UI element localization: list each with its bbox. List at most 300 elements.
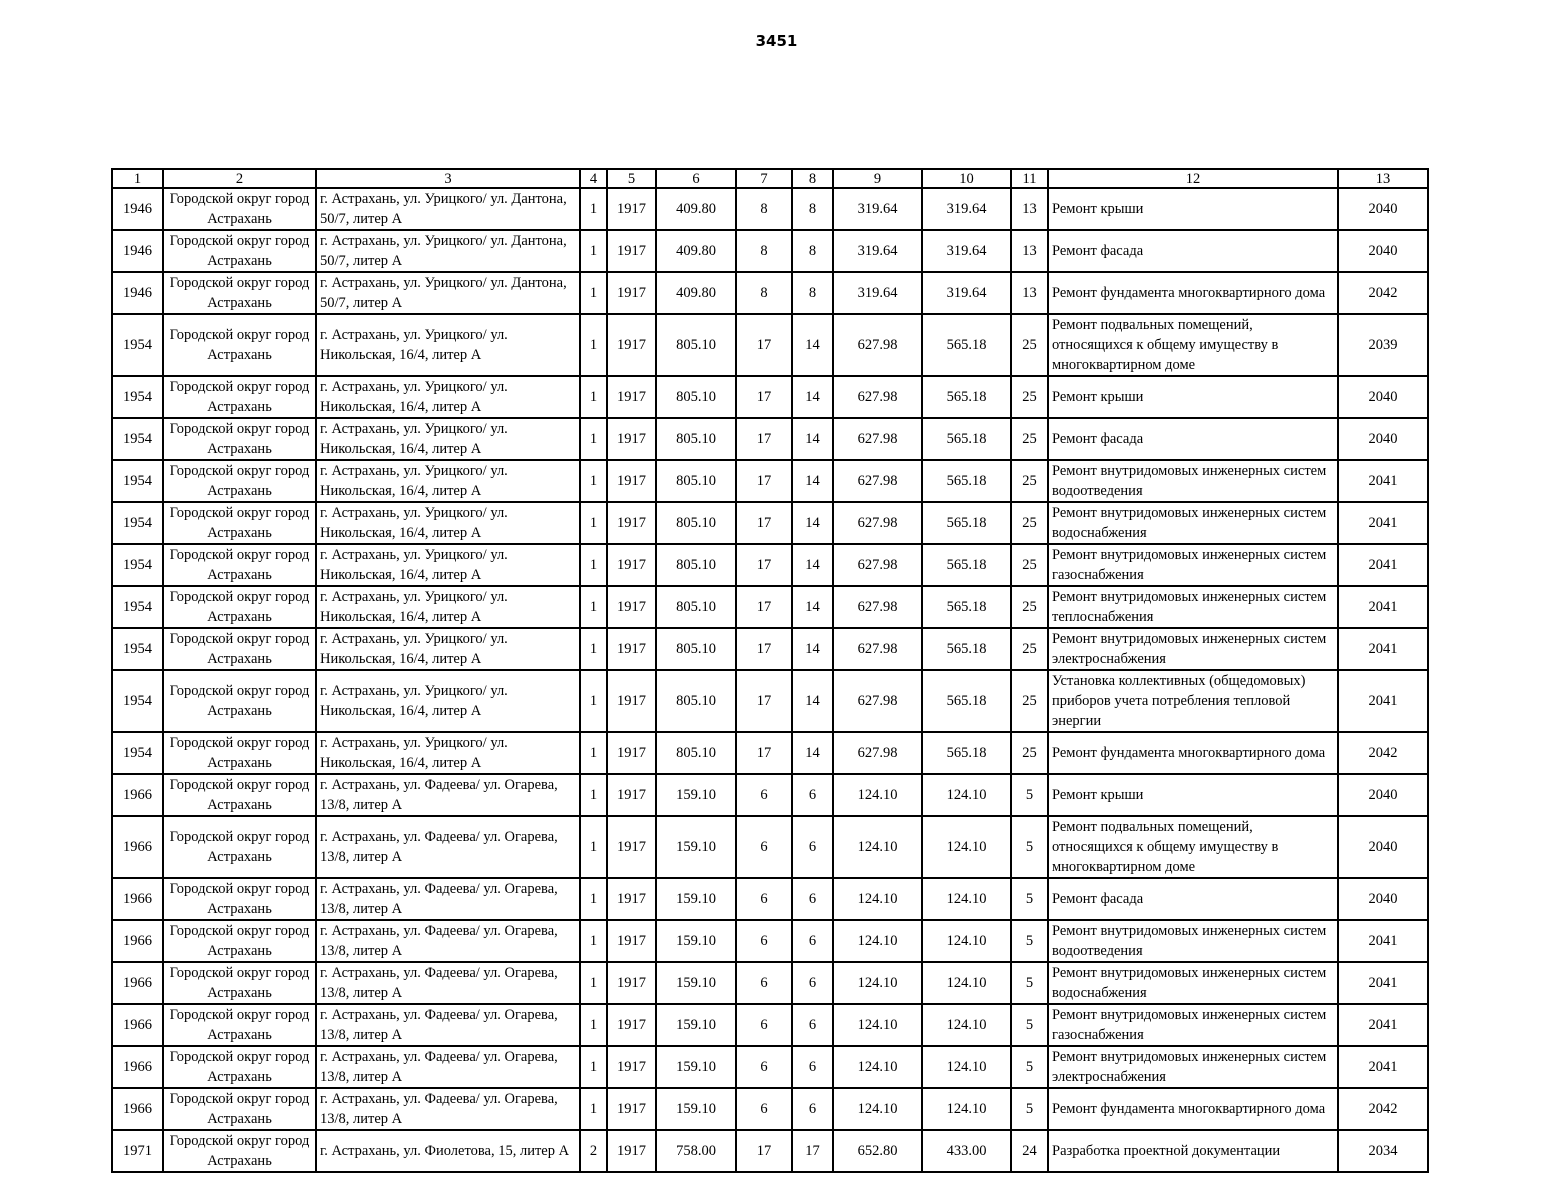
residential-units-cell: 6	[792, 1004, 833, 1046]
area-cell-10: 124.10	[922, 1088, 1011, 1130]
area-cell-10: 565.18	[922, 544, 1011, 586]
municipality-cell: Городской округ город Астрахань	[163, 732, 316, 774]
built-year-cell: 1917	[607, 878, 656, 920]
column-header-12: 12	[1048, 169, 1338, 188]
area-cell-10: 124.10	[922, 1004, 1011, 1046]
count-cell: 1	[580, 272, 607, 314]
count-cell: 1	[580, 920, 607, 962]
built-year-cell: 1917	[607, 230, 656, 272]
address-cell: г. Астрахань, ул. Фадеева/ ул. Огарева, 13/8, литер А	[316, 962, 580, 1004]
residents-cell: 13	[1011, 188, 1048, 230]
area-cell-10: 124.10	[922, 774, 1011, 816]
units-cell: 17	[736, 502, 792, 544]
area-cell-9: 627.98	[833, 586, 922, 628]
repair-schedule-table	[111, 168, 1429, 1173]
residential-units-cell: 14	[792, 544, 833, 586]
area-cell: 159.10	[656, 1004, 736, 1046]
count-cell: 1	[580, 878, 607, 920]
residential-units-cell: 6	[792, 1046, 833, 1088]
municipality-cell: Городской округ город Астрахань	[163, 544, 316, 586]
count-cell: 1	[580, 1088, 607, 1130]
residential-units-cell: 14	[792, 314, 833, 376]
units-cell: 6	[736, 1046, 792, 1088]
area-cell-9: 627.98	[833, 376, 922, 418]
built-year-cell: 1917	[607, 586, 656, 628]
address-cell: г. Астрахань, ул. Фадеева/ ул. Огарева, 13/8, литер А	[316, 920, 580, 962]
area-cell-9: 627.98	[833, 502, 922, 544]
built-year-cell: 1917	[607, 670, 656, 732]
table-row	[112, 586, 1428, 628]
municipality-cell: Городской округ город Астрахань	[163, 962, 316, 1004]
work-type-cell: Ремонт фасада	[1048, 230, 1338, 272]
count-cell: 1	[580, 732, 607, 774]
table-row	[112, 878, 1428, 920]
area-cell: 159.10	[656, 774, 736, 816]
units-cell: 17	[736, 376, 792, 418]
residential-units-cell: 14	[792, 502, 833, 544]
plan-year-cell: 2041	[1338, 460, 1428, 502]
residents-cell: 25	[1011, 732, 1048, 774]
work-type-cell: Ремонт фундамента многоквартирного дома	[1048, 732, 1338, 774]
column-header-5: 5	[607, 169, 656, 188]
residents-cell: 5	[1011, 920, 1048, 962]
area-cell: 409.80	[656, 188, 736, 230]
area-cell: 805.10	[656, 460, 736, 502]
plan-year-cell: 2040	[1338, 774, 1428, 816]
work-type-cell: Ремонт фасада	[1048, 878, 1338, 920]
area-cell-10: 565.18	[922, 586, 1011, 628]
residents-cell: 5	[1011, 1046, 1048, 1088]
area-cell-9: 124.10	[833, 920, 922, 962]
residential-units-cell: 8	[792, 272, 833, 314]
municipality-cell: Городской округ город Астрахань	[163, 502, 316, 544]
work-type-cell: Ремонт подвальных помещений, относящихся к общему имуществу в многоквартирном доме	[1048, 816, 1338, 878]
work-type-cell: Ремонт крыши	[1048, 376, 1338, 418]
area-cell-9: 319.64	[833, 272, 922, 314]
work-type-cell: Ремонт фасада	[1048, 418, 1338, 460]
year-cell: 1946	[112, 188, 163, 230]
column-header-3: 3	[316, 169, 580, 188]
municipality-cell: Городской округ город Астрахань	[163, 376, 316, 418]
residents-cell: 5	[1011, 816, 1048, 878]
municipality-cell: Городской округ город Астрахань	[163, 920, 316, 962]
area-cell-9: 124.10	[833, 1004, 922, 1046]
municipality-cell: Городской округ город Астрахань	[163, 1046, 316, 1088]
residents-cell: 25	[1011, 314, 1048, 376]
residential-units-cell: 14	[792, 628, 833, 670]
column-header-13: 13	[1338, 169, 1428, 188]
built-year-cell: 1917	[607, 774, 656, 816]
work-type-cell: Ремонт фундамента многоквартирного дома	[1048, 272, 1338, 314]
work-type-cell: Ремонт фундамента многоквартирного дома	[1048, 1088, 1338, 1130]
address-cell: г. Астрахань, ул. Фадеева/ ул. Огарева, 13/8, литер А	[316, 816, 580, 878]
work-type-cell: Ремонт внутридомовых инженерных систем теплоснабжения	[1048, 586, 1338, 628]
plan-year-cell: 2040	[1338, 816, 1428, 878]
area-cell: 805.10	[656, 418, 736, 460]
year-cell: 1954	[112, 376, 163, 418]
residents-cell: 5	[1011, 962, 1048, 1004]
area-cell-10: 565.18	[922, 418, 1011, 460]
area-cell-10: 565.18	[922, 314, 1011, 376]
residents-cell: 25	[1011, 670, 1048, 732]
residents-cell: 5	[1011, 878, 1048, 920]
address-cell: г. Астрахань, ул. Урицкого/ ул. Никольская, 16/4, литер А	[316, 670, 580, 732]
table-row	[112, 418, 1428, 460]
address-cell: г. Астрахань, ул. Урицкого/ ул. Никольская, 16/4, литер А	[316, 314, 580, 376]
plan-year-cell: 2040	[1338, 878, 1428, 920]
area-cell: 805.10	[656, 732, 736, 774]
units-cell: 6	[736, 774, 792, 816]
municipality-cell: Городской округ город Астрахань	[163, 460, 316, 502]
units-cell: 8	[736, 230, 792, 272]
address-cell: г. Астрахань, ул. Фадеева/ ул. Огарева, 13/8, литер А	[316, 774, 580, 816]
area-cell-10: 124.10	[922, 920, 1011, 962]
residents-cell: 13	[1011, 230, 1048, 272]
table-row	[112, 670, 1428, 732]
units-cell: 17	[736, 670, 792, 732]
year-cell: 1971	[112, 1130, 163, 1172]
count-cell: 1	[580, 774, 607, 816]
area-cell-9: 319.64	[833, 230, 922, 272]
column-header-1: 1	[112, 169, 163, 188]
column-header-7: 7	[736, 169, 792, 188]
count-cell: 1	[580, 586, 607, 628]
work-type-cell: Ремонт внутридомовых инженерных систем водоотведения	[1048, 920, 1338, 962]
count-cell: 1	[580, 1004, 607, 1046]
address-cell: г. Астрахань, ул. Урицкого/ ул. Никольская, 16/4, литер А	[316, 418, 580, 460]
year-cell: 1966	[112, 1046, 163, 1088]
address-cell: г. Астрахань, ул. Урицкого/ ул. Никольская, 16/4, литер А	[316, 460, 580, 502]
municipality-cell: Городской округ город Астрахань	[163, 586, 316, 628]
address-cell: г. Астрахань, ул. Фиолетова, 15, литер А	[316, 1130, 580, 1172]
units-cell: 8	[736, 188, 792, 230]
work-type-cell: Ремонт подвальных помещений, относящихся к общему имуществу в многоквартирном доме	[1048, 314, 1338, 376]
year-cell: 1966	[112, 1004, 163, 1046]
area-cell: 409.80	[656, 230, 736, 272]
year-cell: 1954	[112, 314, 163, 376]
address-cell: г. Астрахань, ул. Урицкого/ ул. Никольская, 16/4, литер А	[316, 544, 580, 586]
units-cell: 8	[736, 272, 792, 314]
residential-units-cell: 14	[792, 670, 833, 732]
built-year-cell: 1917	[607, 314, 656, 376]
count-cell: 1	[580, 314, 607, 376]
table-row	[112, 376, 1428, 418]
residents-cell: 25	[1011, 544, 1048, 586]
built-year-cell: 1917	[607, 1088, 656, 1130]
year-cell: 1954	[112, 544, 163, 586]
table-row	[112, 1088, 1428, 1130]
work-type-cell: Ремонт внутридомовых инженерных систем водоснабжения	[1048, 962, 1338, 1004]
units-cell: 6	[736, 962, 792, 1004]
area-cell-10: 124.10	[922, 816, 1011, 878]
residential-units-cell: 6	[792, 878, 833, 920]
count-cell: 1	[580, 962, 607, 1004]
plan-year-cell: 2041	[1338, 586, 1428, 628]
municipality-cell: Городской округ город Астрахань	[163, 670, 316, 732]
units-cell: 17	[736, 418, 792, 460]
area-cell: 805.10	[656, 376, 736, 418]
area-cell-9: 627.98	[833, 460, 922, 502]
work-type-cell: Ремонт внутридомовых инженерных систем газоснабжения	[1048, 1004, 1338, 1046]
built-year-cell: 1917	[607, 1004, 656, 1046]
area-cell-10: 565.18	[922, 670, 1011, 732]
year-cell: 1954	[112, 628, 163, 670]
count-cell: 1	[580, 230, 607, 272]
area-cell-9: 652.80	[833, 1130, 922, 1172]
units-cell: 17	[736, 314, 792, 376]
built-year-cell: 1917	[607, 188, 656, 230]
table-row	[112, 502, 1428, 544]
address-cell: г. Астрахань, ул. Урицкого/ ул. Дантона, 50/7, литер А	[316, 230, 580, 272]
year-cell: 1954	[112, 502, 163, 544]
plan-year-cell: 2042	[1338, 272, 1428, 314]
plan-year-cell: 2041	[1338, 1004, 1428, 1046]
municipality-cell: Городской округ город Астрахань	[163, 878, 316, 920]
count-cell: 1	[580, 502, 607, 544]
count-cell: 1	[580, 544, 607, 586]
area-cell: 159.10	[656, 816, 736, 878]
residential-units-cell: 14	[792, 418, 833, 460]
table-row	[112, 1130, 1428, 1172]
table-row	[112, 962, 1428, 1004]
year-cell: 1966	[112, 920, 163, 962]
count-cell: 1	[580, 418, 607, 460]
area-cell-9: 627.98	[833, 732, 922, 774]
year-cell: 1954	[112, 732, 163, 774]
count-cell: 1	[580, 816, 607, 878]
plan-year-cell: 2041	[1338, 962, 1428, 1004]
residents-cell: 24	[1011, 1130, 1048, 1172]
municipality-cell: Городской округ город Астрахань	[163, 628, 316, 670]
area-cell: 805.10	[656, 628, 736, 670]
units-cell: 17	[736, 1130, 792, 1172]
table-row	[112, 314, 1428, 376]
table-row	[112, 188, 1428, 230]
table-row	[112, 816, 1428, 878]
area-cell-9: 124.10	[833, 878, 922, 920]
built-year-cell: 1917	[607, 1046, 656, 1088]
address-cell: г. Астрахань, ул. Урицкого/ ул. Никольская, 16/4, литер А	[316, 628, 580, 670]
table-body	[112, 188, 1428, 1172]
municipality-cell: Городской округ город Астрахань	[163, 1130, 316, 1172]
residents-cell: 5	[1011, 1004, 1048, 1046]
plan-year-cell: 2041	[1338, 628, 1428, 670]
plan-year-cell: 2042	[1338, 1088, 1428, 1130]
year-cell: 1966	[112, 816, 163, 878]
year-cell: 1954	[112, 418, 163, 460]
area-cell-10: 319.64	[922, 230, 1011, 272]
year-cell: 1946	[112, 230, 163, 272]
residential-units-cell: 6	[792, 920, 833, 962]
municipality-cell: Городской округ город Астрахань	[163, 314, 316, 376]
area-cell: 758.00	[656, 1130, 736, 1172]
year-cell: 1966	[112, 962, 163, 1004]
municipality-cell: Городской округ город Астрахань	[163, 418, 316, 460]
residents-cell: 5	[1011, 774, 1048, 816]
residential-units-cell: 14	[792, 460, 833, 502]
area-cell: 159.10	[656, 1088, 736, 1130]
residential-units-cell: 6	[792, 962, 833, 1004]
plan-year-cell: 2040	[1338, 230, 1428, 272]
table-row	[112, 544, 1428, 586]
column-header-2: 2	[163, 169, 316, 188]
address-cell: г. Астрахань, ул. Урицкого/ ул. Никольская, 16/4, литер А	[316, 502, 580, 544]
area-cell: 805.10	[656, 502, 736, 544]
plan-year-cell: 2040	[1338, 188, 1428, 230]
area-cell-10: 565.18	[922, 732, 1011, 774]
column-number-row	[112, 169, 1428, 188]
units-cell: 17	[736, 732, 792, 774]
table-row	[112, 920, 1428, 962]
address-cell: г. Астрахань, ул. Урицкого/ ул. Никольская, 16/4, литер А	[316, 586, 580, 628]
year-cell: 1966	[112, 774, 163, 816]
built-year-cell: 1917	[607, 628, 656, 670]
residential-units-cell: 8	[792, 230, 833, 272]
built-year-cell: 1917	[607, 418, 656, 460]
area-cell: 159.10	[656, 878, 736, 920]
built-year-cell: 1917	[607, 376, 656, 418]
work-type-cell: Ремонт внутридомовых инженерных систем водоснабжения	[1048, 502, 1338, 544]
municipality-cell: Городской округ город Астрахань	[163, 272, 316, 314]
column-header-9: 9	[833, 169, 922, 188]
municipality-cell: Городской округ город Астрахань	[163, 230, 316, 272]
plan-year-cell: 2041	[1338, 544, 1428, 586]
area-cell: 805.10	[656, 670, 736, 732]
units-cell: 6	[736, 1004, 792, 1046]
residential-units-cell: 6	[792, 816, 833, 878]
units-cell: 6	[736, 1088, 792, 1130]
plan-year-cell: 2041	[1338, 502, 1428, 544]
residents-cell: 25	[1011, 502, 1048, 544]
residential-units-cell: 14	[792, 732, 833, 774]
residents-cell: 25	[1011, 376, 1048, 418]
column-header-11: 11	[1011, 169, 1048, 188]
area-cell-9: 124.10	[833, 1088, 922, 1130]
area-cell: 805.10	[656, 586, 736, 628]
units-cell: 17	[736, 586, 792, 628]
address-cell: г. Астрахань, ул. Фадеева/ ул. Огарева, 13/8, литер А	[316, 1088, 580, 1130]
area-cell: 805.10	[656, 314, 736, 376]
built-year-cell: 1917	[607, 272, 656, 314]
column-header-8: 8	[792, 169, 833, 188]
area-cell-10: 319.64	[922, 188, 1011, 230]
area-cell-9: 627.98	[833, 544, 922, 586]
column-header-4: 4	[580, 169, 607, 188]
work-type-cell: Ремонт внутридомовых инженерных систем газоснабжения	[1048, 544, 1338, 586]
table-row	[112, 628, 1428, 670]
units-cell: 17	[736, 628, 792, 670]
residents-cell: 25	[1011, 628, 1048, 670]
area-cell-10: 124.10	[922, 962, 1011, 1004]
built-year-cell: 1917	[607, 732, 656, 774]
municipality-cell: Городской округ город Астрахань	[163, 1004, 316, 1046]
work-type-cell: Ремонт внутридомовых инженерных систем электроснабжения	[1048, 628, 1338, 670]
address-cell: г. Астрахань, ул. Фадеева/ ул. Огарева, 13/8, литер А	[316, 1046, 580, 1088]
address-cell: г. Астрахань, ул. Фадеева/ ул. Огарева, 13/8, литер А	[316, 878, 580, 920]
table-row	[112, 272, 1428, 314]
units-cell: 6	[736, 878, 792, 920]
residential-units-cell: 6	[792, 1088, 833, 1130]
residents-cell: 5	[1011, 1088, 1048, 1130]
built-year-cell: 1917	[607, 460, 656, 502]
area-cell: 159.10	[656, 962, 736, 1004]
area-cell: 805.10	[656, 544, 736, 586]
count-cell: 1	[580, 460, 607, 502]
municipality-cell: Городской округ город Астрахань	[163, 816, 316, 878]
year-cell: 1966	[112, 878, 163, 920]
count-cell: 1	[580, 1046, 607, 1088]
count-cell: 1	[580, 628, 607, 670]
table-row	[112, 460, 1428, 502]
year-cell: 1954	[112, 460, 163, 502]
built-year-cell: 1917	[607, 816, 656, 878]
column-header-6: 6	[656, 169, 736, 188]
units-cell: 17	[736, 460, 792, 502]
column-header-10: 10	[922, 169, 1011, 188]
plan-year-cell: 2034	[1338, 1130, 1428, 1172]
units-cell: 17	[736, 544, 792, 586]
residential-units-cell: 14	[792, 376, 833, 418]
work-type-cell: Ремонт внутридомовых инженерных систем водоотведения	[1048, 460, 1338, 502]
area-cell-10: 124.10	[922, 878, 1011, 920]
area-cell-9: 627.98	[833, 670, 922, 732]
built-year-cell: 1917	[607, 1130, 656, 1172]
area-cell: 159.10	[656, 920, 736, 962]
area-cell-10: 565.18	[922, 376, 1011, 418]
municipality-cell: Городской округ город Астрахань	[163, 188, 316, 230]
work-type-cell: Установка коллективных (общедомовых) приборов учета потребления тепловой энергии	[1048, 670, 1338, 732]
built-year-cell: 1917	[607, 962, 656, 1004]
count-cell: 2	[580, 1130, 607, 1172]
units-cell: 6	[736, 920, 792, 962]
page-number: 3451	[755, 32, 798, 50]
address-cell: г. Астрахань, ул. Урицкого/ ул. Никольская, 16/4, литер А	[316, 732, 580, 774]
table-row	[112, 1046, 1428, 1088]
work-type-cell: Ремонт крыши	[1048, 188, 1338, 230]
area-cell-10: 124.10	[922, 1046, 1011, 1088]
table-row	[112, 230, 1428, 272]
built-year-cell: 1917	[607, 502, 656, 544]
year-cell: 1966	[112, 1088, 163, 1130]
residential-units-cell: 6	[792, 774, 833, 816]
address-cell: г. Астрахань, ул. Урицкого/ ул. Дантона, 50/7, литер А	[316, 272, 580, 314]
plan-year-cell: 2041	[1338, 920, 1428, 962]
plan-year-cell: 2040	[1338, 418, 1428, 460]
area-cell-10: 433.00	[922, 1130, 1011, 1172]
area-cell-9: 627.98	[833, 628, 922, 670]
area-cell-9: 627.98	[833, 314, 922, 376]
municipality-cell: Городской округ город Астрахань	[163, 774, 316, 816]
work-type-cell: Разработка проектной документации	[1048, 1130, 1338, 1172]
address-cell: г. Астрахань, ул. Урицкого/ ул. Дантона, 50/7, литер А	[316, 188, 580, 230]
residents-cell: 25	[1011, 418, 1048, 460]
municipality-cell: Городской округ город Астрахань	[163, 1088, 316, 1130]
area-cell-9: 124.10	[833, 816, 922, 878]
table-row	[112, 774, 1428, 816]
area-cell-10: 319.64	[922, 272, 1011, 314]
built-year-cell: 1917	[607, 544, 656, 586]
area-cell-9: 124.10	[833, 774, 922, 816]
area-cell-9: 124.10	[833, 1046, 922, 1088]
residential-units-cell: 8	[792, 188, 833, 230]
plan-year-cell: 2039	[1338, 314, 1428, 376]
residents-cell: 13	[1011, 272, 1048, 314]
area-cell-10: 565.18	[922, 460, 1011, 502]
area-cell-10: 565.18	[922, 502, 1011, 544]
count-cell: 1	[580, 670, 607, 732]
units-cell: 6	[736, 816, 792, 878]
area-cell-10: 565.18	[922, 628, 1011, 670]
